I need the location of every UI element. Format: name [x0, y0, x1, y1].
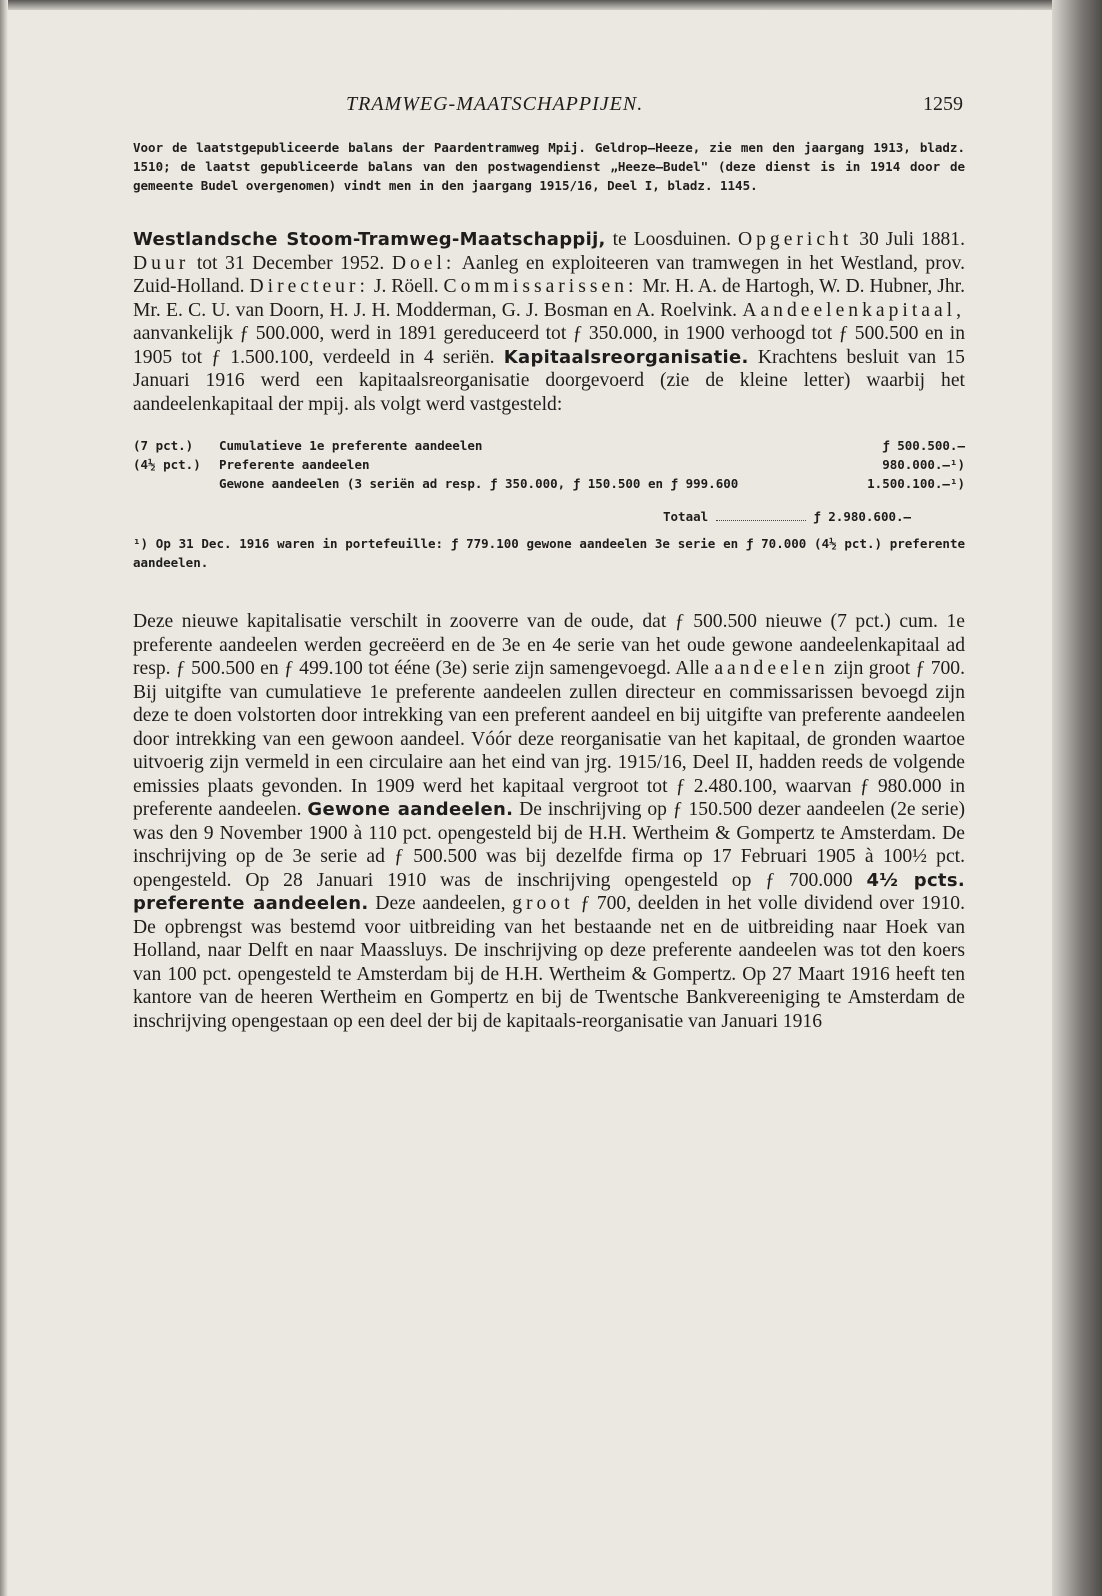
running-header — [133, 93, 965, 123]
book-spine — [1052, 0, 1102, 1596]
heading-gewone-aandeelen: Gewone aandeelen. — [307, 799, 514, 820]
para-text-2: zijn groot ƒ 700. Bij uitgifte van cumulatieve 1e preferente aandeelen zullen directeur en commissarissen bevoegd zijn deze te doen volstorten door intrekking van een preferent aandeel en bij uitgifte van preferente aandeelen door intrekking van een gewoon aandeel. Vóór deze reorganisatie van het kapitaal, de gronden waartoe uitvoerig zijn vermeld in een circulaire aan het eind van jrg. 1915/16, Deel II, hadden reeds de volgende emissies plaats gevonden. In 1909 werd het kapitaal vergroot tot ƒ 2.480.100, waarvan ƒ 980.000 in preferente aandeelen. — [133, 658, 965, 820]
total-value: ƒ 2.980.600.— — [813, 509, 912, 524]
row-value: ƒ 500.500.— — [882, 438, 965, 453]
para-text-5: ƒ 700, deelden in het volle dividend over 1910. De opbrengst was bestemd voor uitbreiding van het bestaande net en de uitbreiding naar Hoek van Holland, naar Delft en naar Maassluys. De inschrijving op deze preferente aandeelen was tot den koers van 100 pct. opengesteld te Amsterdam bij de H.H. Wertheim & Gompertz. Op 27 Maart 1916 heeft ten kantore van de heeren Wertheim en Gompertz en bij de Twentsche Bankvereeniging te Amsterdam de inschrijving opengestaan op een deel der bij de kapitaals-reorganisatie van Januari 1916 — [133, 893, 965, 1032]
label-opgericht: Opgericht — [737, 229, 853, 250]
label-doel: Doel: — [391, 252, 456, 274]
capital-table — [133, 436, 965, 493]
heading-reorganisatie: Kapitaalsreorganisatie. — [503, 346, 749, 368]
label-commissarissen: Commissarissen: — [443, 276, 638, 297]
label-kapitaal: Aandeelenkapitaal, — [742, 299, 965, 321]
doel-value: Aanleg en exploiteeren van tramwegen in het Westland, prov. Zuid-Holland. — [133, 252, 965, 297]
kapitaal-value: aanvankelijk ƒ 500.000, werd in 1891 gereduceerd tot ƒ 350.000, in 1900 verhoogd tot ƒ 500.500 en in 1905 tot ƒ 1.500.100, verdeeld in 4 seriën. — [133, 323, 965, 368]
row-pct — [133, 474, 219, 493]
directeur-value: J. Röell. — [373, 276, 439, 297]
table-row — [133, 455, 965, 474]
row-value: 980.000.—¹) — [882, 457, 965, 472]
label-aandeelen: aandeelen — [714, 658, 829, 679]
running-title: TRAMWEG-MAATSCHAPPIJEN. — [346, 93, 644, 115]
body-paragraph — [133, 610, 965, 1033]
reorg-text: Krachtens besluit van 15 Januari 1916 werd een kapitaalsreorganisatie doorgevoerd (zie de kleine letter) waarbij het aandeelenkapitaal der mpij. als volgt werd vastgesteld: — [133, 346, 965, 415]
company-name: Westlandsche Stoom-Tramweg-Maatschappij, — [133, 229, 606, 250]
page-top-edge — [0, 0, 1102, 10]
heading-preferente-aandeelen: 4½ pcts. preferente aandeelen. — [133, 869, 965, 914]
table-row — [133, 436, 965, 455]
total-leader-dots — [716, 520, 806, 521]
total-row — [133, 507, 965, 526]
label-directeur: Directeur: — [249, 276, 369, 297]
page-number: 1259 — [923, 93, 963, 115]
company-place: te Loosduinen. — [612, 229, 732, 250]
para-text-4: Deze aandeelen, — [375, 893, 506, 914]
commissarissen-value: Mr. H. A. de Hartogh, W. D. Hubner, Jhr. Mr. E. C. U. van Doorn, H. J. H. Modderman, G. J. Bosman en A. Roelvink. — [133, 276, 965, 321]
table-row — [133, 474, 965, 493]
label-groot: groot — [512, 893, 574, 914]
para-text-3: De inschrijving op ƒ 150.500 dezer aandeelen (2e serie) was den 9 November 1900 à 110 pct. opengesteld bij de H.H. Wertheim & Gompertz te Amsterdam. De inschrijving op de 3e serie ad ƒ 500.500 was bij dezelfde firma op 17 Februari 1905 à 100½ pct. opengesteld. Op 28 Januari 1910 was de inschrijving opengesteld op ƒ 700.000 — [133, 799, 965, 891]
row-desc: Preferente aandeelen — [219, 457, 370, 472]
row-pct: (7 pct.) — [133, 438, 194, 453]
duur-value: tot 31 December 1952. — [196, 252, 385, 274]
page-left-edge — [0, 0, 8, 1596]
intro-note: Voor de laatstgepubliceerde balans der Paardentramweg Mpij. Geldrop—Heeze, zie men den jaargang 1913, bladz. 1510; de laatst gepubliceerde balans van den postwagendienst „Heeze—Budel" (deze dienst is in 1914 door de gemeente Budel overgenomen) vindt men in den jaargang 1915/16, Deel I, bladz. 1145. — [133, 140, 965, 193]
row-desc: Gewone aandeelen (3 seriën ad resp. ƒ 350.000, ƒ 150.500 en ƒ 999.600 — [219, 476, 739, 491]
total-label: Totaal — [663, 509, 709, 524]
footnote: ¹) Op 31 Dec. 1916 waren in portefeuille: ƒ 779.100 gewone aandeelen 3e serie en ƒ 70.000 (4½ pct.) preferente aandeelen. — [133, 536, 965, 570]
opgericht-value: 30 Juli 1881. — [859, 229, 966, 250]
row-value: 1.500.100.—¹) — [867, 476, 965, 491]
row-desc: Cumulatieve 1e preferente aandeelen — [219, 438, 483, 453]
row-pct: (4½ pct.) — [133, 457, 201, 472]
label-duur: Duur — [133, 252, 190, 274]
company-entry — [133, 228, 965, 416]
para-text-1: Deze nieuwe kapitalisatie verschilt in zooverre van de oude, dat ƒ 500.500 nieuwe (7 pct.) cum. 1e preferente aandeelen werden gecreëerd en de 3e en 4e serie van het oude gewone aandeelenkapitaal ad resp. ƒ 500.500 en ƒ 499.100 tot éénе (3e) serie zijn samengevoegd. Alle — [133, 611, 965, 679]
page-content — [133, 93, 965, 1033]
